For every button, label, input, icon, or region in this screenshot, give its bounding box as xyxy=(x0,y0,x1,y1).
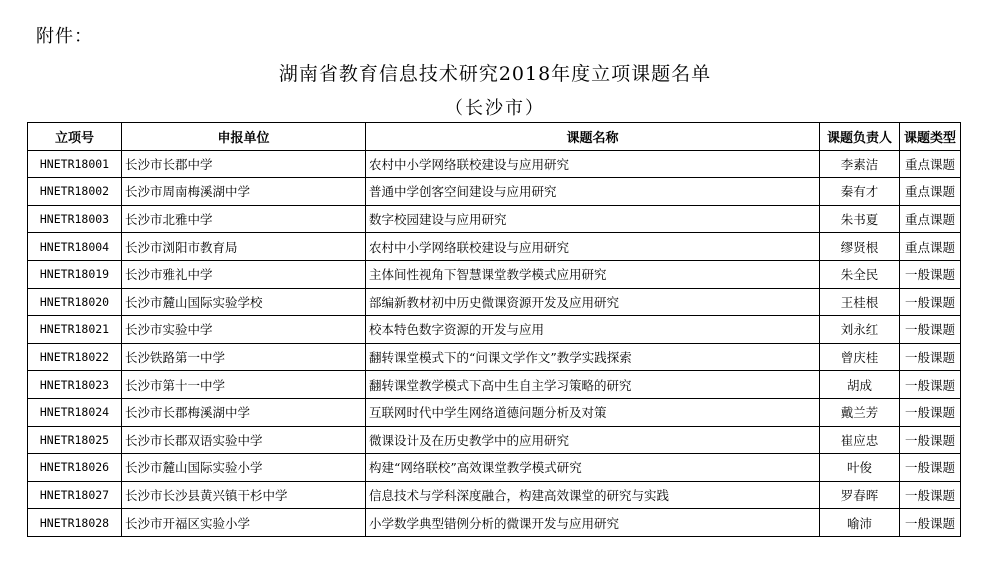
cell-topic: 普通中学创客空间建设与应用研究 xyxy=(366,178,820,206)
cell-unit: 长沙市长沙县黄兴镇干杉中学 xyxy=(122,481,366,509)
cell-unit: 长沙市长郡双语实验中学 xyxy=(122,426,366,454)
cell-type: 一般课题 xyxy=(900,343,961,371)
cell-type: 重点课题 xyxy=(900,178,961,206)
cell-type: 一般课题 xyxy=(900,426,961,454)
cell-person: 王桂根 xyxy=(820,288,900,316)
cell-code: HNETR18023 xyxy=(28,371,122,399)
cell-type: 一般课题 xyxy=(900,260,961,288)
cell-topic: 主体间性视角下智慧课堂教学模式应用研究 xyxy=(366,260,820,288)
table-row xyxy=(28,343,961,371)
table-row xyxy=(28,288,961,316)
cell-code: HNETR18001 xyxy=(28,150,122,178)
cell-code: HNETR18025 xyxy=(28,426,122,454)
table-header-row xyxy=(28,123,961,151)
cell-unit: 长沙市周南梅溪湖中学 xyxy=(122,178,366,206)
cell-topic: 翻转课堂教学模式下高中生自主学习策略的研究 xyxy=(366,371,820,399)
table-row xyxy=(28,371,961,399)
cell-person: 罗春晖 xyxy=(820,481,900,509)
table-header xyxy=(28,123,961,151)
cell-unit: 长沙市实验中学 xyxy=(122,316,366,344)
cell-code: HNETR18021 xyxy=(28,316,122,344)
table-row xyxy=(28,316,961,344)
table-row xyxy=(28,398,961,426)
cell-unit: 长沙市开福区实验小学 xyxy=(122,509,366,537)
cell-code: HNETR18024 xyxy=(28,398,122,426)
cell-topic: 翻转课堂模式下的“问课文学作文”教学实践探索 xyxy=(366,343,820,371)
cell-type: 一般课题 xyxy=(900,454,961,482)
cell-topic: 农村中小学网络联校建设与应用研究 xyxy=(366,150,820,178)
cell-unit: 长沙市麓山国际实验学校 xyxy=(122,288,366,316)
cell-person: 曾庆桂 xyxy=(820,343,900,371)
cell-type: 一般课题 xyxy=(900,481,961,509)
cell-person: 朱全民 xyxy=(820,260,900,288)
table-row xyxy=(28,260,961,288)
cell-unit: 长沙市北雅中学 xyxy=(122,205,366,233)
table-row xyxy=(28,178,961,206)
cell-type: 一般课题 xyxy=(900,316,961,344)
table-row xyxy=(28,454,961,482)
cell-type: 重点课题 xyxy=(900,150,961,178)
cell-code: HNETR18020 xyxy=(28,288,122,316)
cell-unit: 长沙市第十一中学 xyxy=(122,371,366,399)
attachment-label: 附件： xyxy=(36,26,93,47)
header-code: 立项号 xyxy=(28,123,122,151)
header-type: 课题类型 xyxy=(900,123,961,151)
cell-unit: 长沙铁路第一中学 xyxy=(122,343,366,371)
cell-code: HNETR18003 xyxy=(28,205,122,233)
cell-person: 戴兰芳 xyxy=(820,398,900,426)
cell-code: HNETR18004 xyxy=(28,233,122,261)
cell-type: 一般课题 xyxy=(900,288,961,316)
cell-topic: 微课设计及在历史教学中的应用研究 xyxy=(366,426,820,454)
cell-topic: 部编新教材初中历史微课资源开发及应用研究 xyxy=(366,288,820,316)
cell-person: 刘永红 xyxy=(820,316,900,344)
header-topic: 课题名称 xyxy=(366,123,820,151)
cell-unit: 长沙市浏阳市教育局 xyxy=(122,233,366,261)
cell-person: 叶俊 xyxy=(820,454,900,482)
cell-topic: 互联网时代中学生网络道德问题分析及对策 xyxy=(366,398,820,426)
table-row xyxy=(28,481,961,509)
cell-topic: 校本特色数字资源的开发与应用 xyxy=(366,316,820,344)
table-row xyxy=(28,509,961,537)
cell-type: 重点课题 xyxy=(900,233,961,261)
cell-unit: 长沙市雅礼中学 xyxy=(122,260,366,288)
cell-topic: 数字校园建设与应用研究 xyxy=(366,205,820,233)
table-body xyxy=(28,150,961,536)
cell-unit: 长沙市长郡中学 xyxy=(122,150,366,178)
cell-topic: 农村中小学网络联校建设与应用研究 xyxy=(366,233,820,261)
cell-code: HNETR18019 xyxy=(28,260,122,288)
header-person: 课题负责人 xyxy=(820,123,900,151)
cell-unit: 长沙市麓山国际实验小学 xyxy=(122,454,366,482)
cell-person: 胡成 xyxy=(820,371,900,399)
cell-code: HNETR18002 xyxy=(28,178,122,206)
cell-type: 一般课题 xyxy=(900,509,961,537)
project-table xyxy=(27,122,961,537)
cell-person: 秦有才 xyxy=(820,178,900,206)
cell-person: 李素洁 xyxy=(820,150,900,178)
cell-topic: 构建“网络联校”高效课堂教学模式研究 xyxy=(366,454,820,482)
cell-code: HNETR18022 xyxy=(28,343,122,371)
cell-type: 一般课题 xyxy=(900,398,961,426)
cell-person: 喻沛 xyxy=(820,509,900,537)
document-title: 湖南省教育信息技术研究2018年度立项课题名单 xyxy=(278,63,712,85)
cell-code: HNETR18027 xyxy=(28,481,122,509)
cell-code: HNETR18026 xyxy=(28,454,122,482)
cell-type: 一般课题 xyxy=(900,371,961,399)
cell-person: 崔应忠 xyxy=(820,426,900,454)
table-row xyxy=(28,150,961,178)
header-unit: 申报单位 xyxy=(122,123,366,151)
cell-topic: 小学数学典型错例分析的微课开发与应用研究 xyxy=(366,509,820,537)
cell-code: HNETR18028 xyxy=(28,509,122,537)
cell-person: 朱书夏 xyxy=(820,205,900,233)
cell-person: 缪贤根 xyxy=(820,233,900,261)
cell-unit: 长沙市长郡梅溪湖中学 xyxy=(122,398,366,426)
table-row xyxy=(28,426,961,454)
document-subtitle: （长沙市） xyxy=(445,98,545,119)
table-row xyxy=(28,205,961,233)
table-row xyxy=(28,233,961,261)
cell-topic: 信息技术与学科深度融合，构建高效课堂的研究与实践 xyxy=(366,481,820,509)
cell-type: 重点课题 xyxy=(900,205,961,233)
